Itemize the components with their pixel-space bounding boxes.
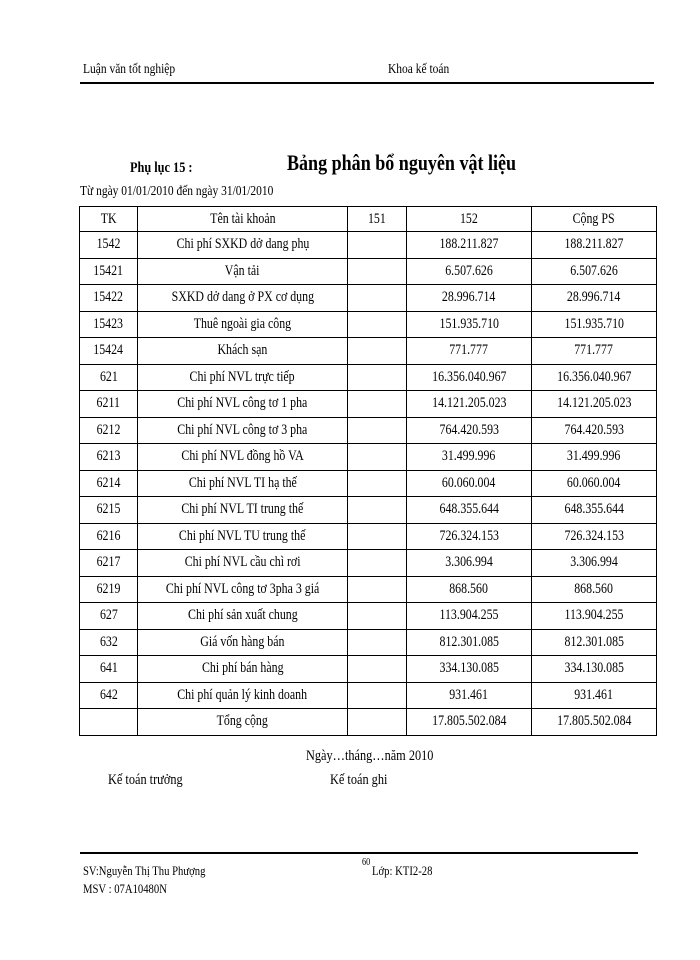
table-row: [80, 285, 657, 312]
footer-student-id: MSV : 07A10480N: [83, 881, 167, 896]
row-total-cell: 188.211.827: [532, 232, 657, 259]
row-151-cell: [348, 682, 407, 709]
row-151-cell: [348, 523, 407, 550]
row-151-cell: [348, 603, 407, 630]
row-152-cell: 16.356.040.967: [407, 364, 532, 391]
row-total-cell: 31.499.996: [532, 444, 657, 471]
row-account-name: Chi phí NVL TU trung thế: [138, 523, 348, 550]
col-header-total: Cộng PS: [532, 207, 657, 232]
row-account-name: Chi phí sản xuất chung: [138, 603, 348, 630]
chief-accountant-label: Kế toán trưởng: [108, 772, 183, 788]
header-right-text: Khoa kế toán: [388, 62, 450, 77]
row-151-cell: [348, 470, 407, 497]
row-151-cell: [348, 417, 407, 444]
footer-divider: [80, 852, 638, 854]
col-header-152: 152: [407, 207, 532, 232]
row-151-cell: [348, 232, 407, 259]
col-header-151: 151: [348, 207, 407, 232]
row-151-cell: [348, 391, 407, 418]
row-account-name: Chi phí NVL cầu chì rơi: [138, 550, 348, 577]
row-tk-cell: 6216: [80, 523, 138, 550]
row-tk-cell: 6217: [80, 550, 138, 577]
row-152-cell: 31.499.996: [407, 444, 532, 471]
row-152-cell: 6.507.626: [407, 258, 532, 285]
row-152-cell: 113.904.255: [407, 603, 532, 630]
row-152-cell: 648.355.644: [407, 497, 532, 524]
table-body: [80, 232, 657, 709]
row-tk-cell: 6211: [80, 391, 138, 418]
table-row: [80, 576, 657, 603]
row-tk-cell: 6219: [80, 576, 138, 603]
table-total-row: [80, 709, 657, 736]
row-tk-cell: 642: [80, 682, 138, 709]
row-account-name: Thuê ngoài gia công: [138, 311, 348, 338]
row-151-cell: [348, 338, 407, 365]
document-title: Bảng phân bổ nguyên vật liệu: [287, 150, 517, 175]
row-tk-cell: 15421: [80, 258, 138, 285]
footer-class: Lớp: KTI2-28: [372, 863, 433, 878]
table-row: [80, 550, 657, 577]
row-152-cell: 868.560: [407, 576, 532, 603]
row-tk-cell: 632: [80, 629, 138, 656]
row-total-cell: 14.121.205.023: [532, 391, 657, 418]
row-account-name: Chi phí NVL công tơ 1 pha: [138, 391, 348, 418]
row-151-cell: [348, 364, 407, 391]
row-152-cell: 334.130.085: [407, 656, 532, 683]
row-total-cell: 60.060.004: [532, 470, 657, 497]
row-account-name: Khách sạn: [138, 338, 348, 365]
table-row: [80, 391, 657, 418]
appendix-label: Phụ lục 15 :: [130, 160, 193, 176]
total-tk-cell: [80, 709, 138, 736]
header-divider: [80, 82, 654, 84]
row-tk-cell: 6215: [80, 497, 138, 524]
row-tk-cell: 6213: [80, 444, 138, 471]
allocation-table: [79, 206, 657, 736]
row-total-cell: 28.996.714: [532, 285, 657, 312]
row-account-name: Chi phí NVL TI hạ thế: [138, 470, 348, 497]
table-row: [80, 444, 657, 471]
table-row: [80, 311, 657, 338]
row-152-cell: 28.996.714: [407, 285, 532, 312]
row-151-cell: [348, 576, 407, 603]
row-tk-cell: 627: [80, 603, 138, 630]
row-151-cell: [348, 285, 407, 312]
col-header-account-name: Tên tài khoản: [138, 207, 348, 232]
total-label: Tổng cộng: [138, 709, 348, 736]
row-total-cell: 113.904.255: [532, 603, 657, 630]
row-account-name: SXKD dở dang ở PX cơ dụng: [138, 285, 348, 312]
row-total-cell: 16.356.040.967: [532, 364, 657, 391]
row-account-name: Vận tải: [138, 258, 348, 285]
row-152-cell: 764.420.593: [407, 417, 532, 444]
row-tk-cell: 6212: [80, 417, 138, 444]
row-151-cell: [348, 656, 407, 683]
row-total-cell: 764.420.593: [532, 417, 657, 444]
row-151-cell: [348, 311, 407, 338]
row-tk-cell: 641: [80, 656, 138, 683]
table-row: [80, 629, 657, 656]
table-row: [80, 682, 657, 709]
row-tk-cell: 15424: [80, 338, 138, 365]
row-total-cell: 726.324.153: [532, 523, 657, 550]
row-total-cell: 6.507.626: [532, 258, 657, 285]
row-total-cell: 771.777: [532, 338, 657, 365]
row-account-name: Chi phí NVL TI trung thế: [138, 497, 348, 524]
col-header-tk: TK: [80, 207, 138, 232]
row-total-cell: 334.130.085: [532, 656, 657, 683]
row-account-name: Chi phí NVL công tơ 3pha 3 giá: [138, 576, 348, 603]
row-152-cell: 931.461: [407, 682, 532, 709]
total-151-cell: [348, 709, 407, 736]
row-total-cell: 868.560: [532, 576, 657, 603]
row-total-cell: 931.461: [532, 682, 657, 709]
recorder-label: Kế toán ghi: [330, 772, 388, 788]
row-152-cell: 151.935.710: [407, 311, 532, 338]
row-total-cell: 812.301.085: [532, 629, 657, 656]
row-tk-cell: 621: [80, 364, 138, 391]
row-account-name: Giá vốn hàng bán: [138, 629, 348, 656]
table-header-row: [80, 207, 657, 232]
table-row: [80, 417, 657, 444]
table-row: [80, 258, 657, 285]
row-account-name: Chi phí NVL công tơ 3 pha: [138, 417, 348, 444]
table-row: [80, 470, 657, 497]
row-151-cell: [348, 258, 407, 285]
row-total-cell: 151.935.710: [532, 311, 657, 338]
row-152-cell: 188.211.827: [407, 232, 532, 259]
period-text: Từ ngày 01/01/2010 đến ngày 31/01/2010: [80, 184, 274, 199]
row-152-cell: 812.301.085: [407, 629, 532, 656]
row-tk-cell: 6214: [80, 470, 138, 497]
header-left-text: Luận văn tốt nghiệp: [83, 62, 176, 77]
total-152-cell: 17.805.502.084: [407, 709, 532, 736]
table-row: [80, 523, 657, 550]
row-tk-cell: 15423: [80, 311, 138, 338]
row-account-name: Chi phí SXKD dở dang phụ: [138, 232, 348, 259]
row-152-cell: 3.306.994: [407, 550, 532, 577]
grand-total-cell: 17.805.502.084: [532, 709, 657, 736]
table-row: [80, 497, 657, 524]
row-account-name: Chi phí bán hàng: [138, 656, 348, 683]
row-151-cell: [348, 629, 407, 656]
footer-page-number: 60: [362, 857, 371, 868]
row-total-cell: 3.306.994: [532, 550, 657, 577]
row-151-cell: [348, 444, 407, 471]
table-row: [80, 603, 657, 630]
row-152-cell: 726.324.153: [407, 523, 532, 550]
table-row: [80, 232, 657, 259]
table-row: [80, 364, 657, 391]
row-account-name: Chi phí NVL trực tiếp: [138, 364, 348, 391]
row-account-name: Chi phí NVL đồng hồ VA: [138, 444, 348, 471]
row-152-cell: 771.777: [407, 338, 532, 365]
signature-date: Ngày…tháng…năm 2010: [306, 748, 434, 764]
row-151-cell: [348, 497, 407, 524]
row-152-cell: 60.060.004: [407, 470, 532, 497]
table-row: [80, 338, 657, 365]
row-total-cell: 648.355.644: [532, 497, 657, 524]
table-row: [80, 656, 657, 683]
footer-student-name: SV:Nguyễn Thị Thu Phượng: [83, 863, 206, 878]
row-tk-cell: 15422: [80, 285, 138, 312]
row-account-name: Chi phí quản lý kinh doanh: [138, 682, 348, 709]
row-tk-cell: 1542: [80, 232, 138, 259]
row-151-cell: [348, 550, 407, 577]
row-152-cell: 14.121.205.023: [407, 391, 532, 418]
